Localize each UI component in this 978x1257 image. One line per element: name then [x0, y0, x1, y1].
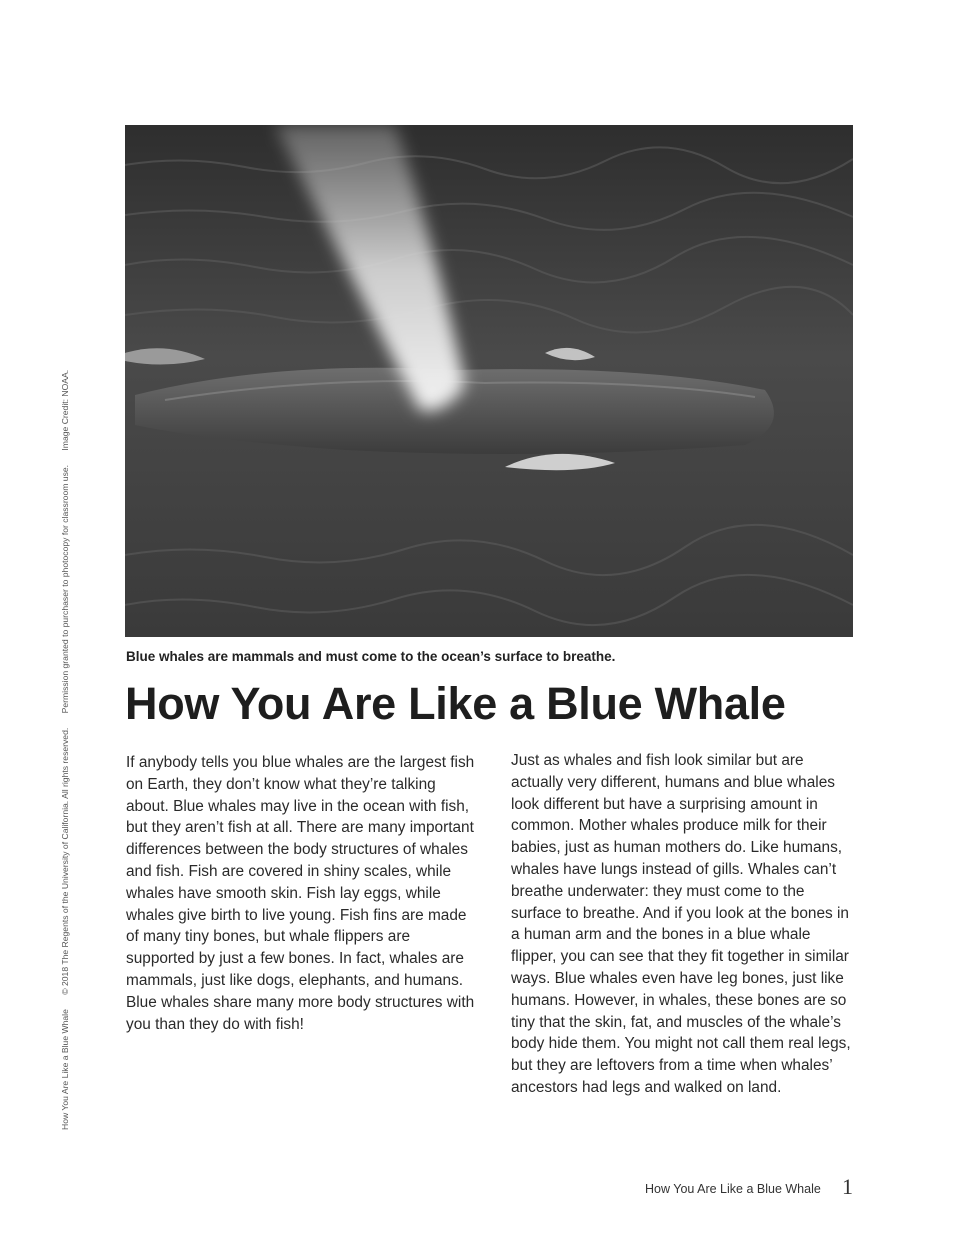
side-credit-image-credit: Image Credit: NOAA.	[60, 369, 70, 451]
page-title: How You Are Like a Blue Whale	[125, 678, 786, 729]
body-left-column: If anybody tells you blue whales are the largest fish on Earth, they don’t know what they’re talking about. Blue whales may live in the ocean with fish, but they aren’t fish at all. There are many important differences between the body structures of whales and fish. Fish are covered in shiny scales, while whales have smooth skin. Fish lay eggs, while whales give birth to live young. Fish fins are made of many tiny bones, but whale flippers are supported by just a few bones. In fact, whales are mammals, just like dogs, elephants, and humans. Blue whales share many more body structures with you than they do with fish!	[126, 754, 475, 1033]
blue-whale-photo-illustration	[125, 125, 853, 637]
side-credit-copyright: © 2018 The Regents of the University of California. All rights reserved.	[60, 727, 70, 995]
blue-whale-photo	[125, 125, 853, 637]
side-credit-title: How You Are Like a Blue Whale	[60, 1009, 70, 1130]
footer-document-title: How You Are Like a Blue Whale	[645, 1182, 821, 1196]
photo-caption: Blue whales are mammals and must come to the ocean’s surface to breathe.	[126, 649, 616, 664]
footer-page-number: 1	[842, 1174, 853, 1199]
body-right-column: Just as whales and fish look similar but are actually very different, humans and blue whales look different but have a surprising amount in common. Mother whales produce milk for their babies, just as human mothers do. Like humans, whales have lungs instead of gills. Whales can’t breathe underwater: they must come to the surface to breathe. And if you look at the bones in a human arm and the bones in a blue whale flipper, you can see that they fit together in similar ways. Blue whales even have leg bones, just like humans. However, in whales, these bones are so tiny that the skin, fat, and muscles of the whale’s body hide them. You might not call them real legs, but they are leftovers from a time when whales’ ancestors had legs and walked on land.	[511, 752, 851, 1096]
side-credit-permission: Permission granted to purchaser to photocopy for classroom use.	[60, 464, 70, 714]
side-credit-line	[60, 300, 70, 1130]
